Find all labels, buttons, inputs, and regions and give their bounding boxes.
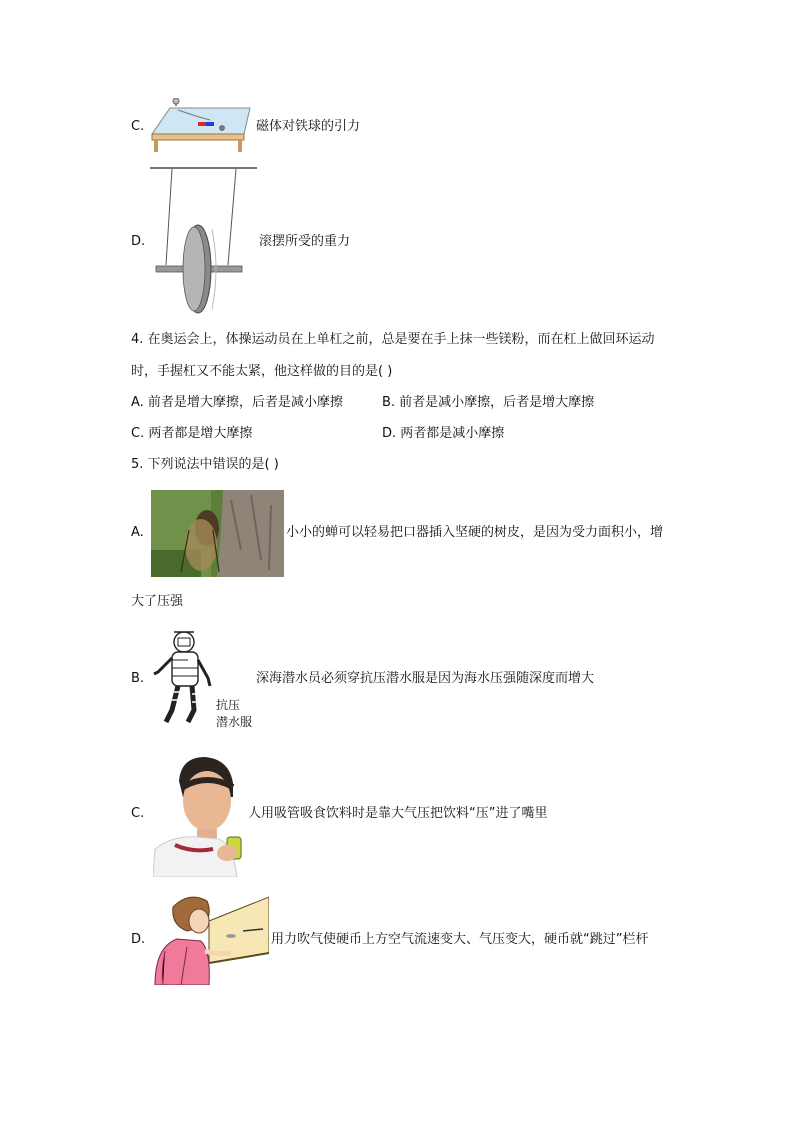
q5-option-c-letter: C. <box>131 806 145 821</box>
boy-drinking-image <box>153 753 248 877</box>
diving-suit-label-2: 潜水服 <box>216 715 253 729</box>
q5-stem: 5. 下列说法中错误的是( ) <box>131 457 279 472</box>
q4-option-b: B. 前者是减小摩擦，后者是增大摩擦 <box>382 395 595 410</box>
diving-suit-label-1: 抗压 <box>216 698 241 712</box>
q5-option-a-text-line1: 小小的蝉可以轻易把口器插入坚硬的树皮，是因为受力面积小，增 <box>286 525 664 540</box>
q4-option-d: D. 两者都是减小摩擦 <box>382 426 505 441</box>
q4-stem-line2: 时，手握杠又不能太紧，他这样做的目的是( ) <box>131 364 393 379</box>
q5-option-a-text-line2: 大了压强 <box>131 594 184 609</box>
maxwell-pendulum-image <box>150 165 260 317</box>
q5-option-b-letter: B. <box>131 671 145 686</box>
q4-option-a: A. 前者是增大摩擦，后者是减小摩擦 <box>131 395 343 410</box>
q5-option-d-letter: D. <box>131 932 146 947</box>
q5-option-d-text: 用力吹气使硬币上方空气流速变大、气压变大，硬币就“跳过”栏杆 <box>271 932 649 947</box>
q5-option-a-letter: A. <box>131 525 144 540</box>
blowing-coin-image <box>151 891 269 985</box>
q5-option-b-text: 深海潜水员必须穿抗压潜水服是因为海水压强随深度而增大 <box>256 671 595 686</box>
q4-stem-line1: 4. 在奥运会上，体操运动员在上单杠之前，总是要在手上抹一些镁粉，而在杠上做回环运动 <box>131 332 655 347</box>
magnet-ball-apparatus-image <box>150 98 254 154</box>
diving-suit-image <box>152 630 218 726</box>
q3-option-d-letter: D. <box>131 234 146 249</box>
q5-option-c-text: 人用吸管吸食饮料时是靠大气压把饮料“压”进了嘴里 <box>248 806 548 821</box>
q3-option-c-text: 磁体对铁球的引力 <box>256 119 361 134</box>
cicada-photo-image <box>151 490 284 577</box>
q3-option-d-text: 滚摆所受的重力 <box>259 234 351 249</box>
q4-option-c: C. 两者都是增大摩擦 <box>131 426 253 441</box>
q3-option-c-letter: C. <box>131 119 145 134</box>
